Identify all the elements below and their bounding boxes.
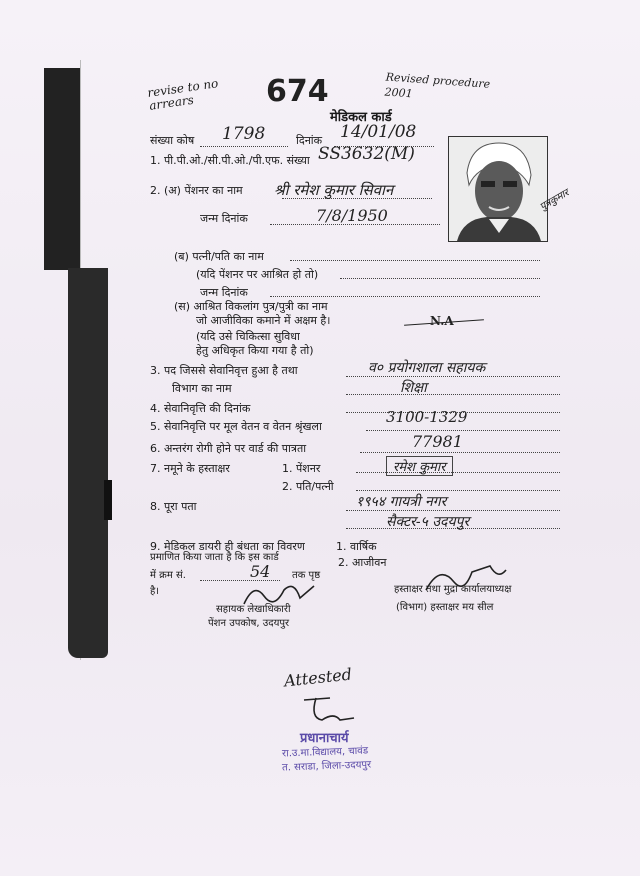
code-label: संख्या कोष	[150, 134, 195, 147]
item9-label: 9. मेडिकल डायरी ही बंधता का विवरण	[150, 540, 305, 553]
left-sign-title: सहायक लेखाधिकारी	[216, 604, 291, 615]
ward-line	[360, 452, 560, 453]
pensioner-photo	[448, 136, 548, 242]
code-value: 1798	[222, 124, 266, 144]
attest-signature	[300, 692, 360, 726]
spouse-birth-line	[270, 296, 540, 297]
cert-line1: प्रमाणित किया जाता है कि इस कार्ड	[150, 552, 279, 563]
principal-stamp-address: त. सराडा, जिला-उदयपुर	[281, 759, 372, 774]
item7-pensioner: 1. पेंशनर	[282, 462, 321, 475]
binding-notch	[104, 480, 112, 520]
form-title: मेडिकल कार्ड	[330, 110, 392, 125]
item4-label: 4. सेवानिवृत्ति की दिनांक	[150, 402, 251, 415]
cert-line2b: तक पृष्ठ	[292, 570, 321, 581]
photo-signature: पुत्रकुमार	[538, 187, 571, 213]
cert-line2: में क्रम सं.	[150, 570, 186, 581]
date-value: 14/01/08	[340, 122, 417, 142]
item3-line2: विभाग का नाम	[172, 382, 232, 395]
diary-serial-value: 54	[250, 562, 271, 581]
item2c-line1: (स) आश्रित विकलांग पुत्र/पुत्री का नाम	[174, 300, 328, 313]
right-sign-seal: (विभाग) हस्ताक्षर मय सील	[396, 602, 494, 613]
last-post-line1: व० प्रयोगशाला सहायक	[368, 360, 486, 376]
spouse-sign-line	[356, 490, 560, 491]
item2b-note: (यदि पेंशनर पर आश्रित हो तो)	[196, 268, 319, 281]
item2b-label: (ब) पत्नी/पति का नाम	[174, 250, 264, 263]
pay-value: 3100-1329	[386, 408, 468, 426]
item6-label: 6. अन्तरंग रोगी होने पर वार्ड की पात्रता	[150, 442, 307, 455]
ward-value: 77981	[412, 432, 463, 451]
pay-line	[366, 430, 560, 431]
dept-line	[346, 394, 560, 395]
file-number: 674	[266, 74, 329, 109]
cert-line3: है।	[150, 586, 160, 597]
top-right-note: Revised procedure 2001	[384, 70, 491, 101]
date-label: दिनांक	[296, 134, 323, 147]
item9-annual: 1. वार्षिक	[336, 540, 377, 553]
binding-strip-bottom	[68, 268, 108, 658]
pensioner-specimen-sign: रमेश कुमार	[386, 456, 453, 476]
item7-spouse: 2. पति/पत्नी	[282, 480, 334, 493]
item1-label: 1. पी.पी.ओ./सी.पी.ओ./पी.एफ. संख्या	[150, 154, 310, 167]
item5-label: 5. सेवानिवृत्ति पर मूल वेतन व वेतन श्रृंखला	[150, 420, 322, 433]
binding-strip-top	[44, 68, 80, 270]
right-sign-title: हस्ताक्षर तथा मुद्रा कार्यालयाध्यक्ष	[394, 584, 512, 595]
birth-label-2: जन्म दिनांक	[200, 286, 248, 299]
address-value-2: सैक्टर-५ उदयपुर	[386, 514, 470, 530]
spouse-line	[290, 260, 540, 261]
ppo-value: SS3632(M)	[318, 144, 415, 164]
portrait-image	[449, 137, 547, 241]
item2a-label: 2. (अ) पेंशनर का नाम	[150, 184, 243, 197]
item2c-line4: हेतु अधिकृत किया गया है तो)	[196, 344, 314, 357]
spouse-line2	[340, 278, 540, 279]
principal-stamp-school: रा.उ.मा.विद्यालय, चावंड	[281, 745, 369, 760]
item8-label: 8. पूरा पता	[150, 500, 197, 513]
birth-value: 7/8/1950	[316, 206, 388, 225]
item3-line1: 3. पद जिससे सेवानिवृत्त हुआ है तथा	[150, 364, 298, 377]
item9-lifetime: 2. आजीवन	[338, 556, 387, 569]
item2c-line2: जो आजीविका कमाने में अक्षम है।	[196, 314, 331, 327]
last-post-line2: शिक्षा	[400, 380, 427, 396]
attested-mark: Attested	[283, 664, 353, 691]
item2c-line3: (यदि उसे चिकित्सा सुविधा	[196, 330, 300, 343]
address-value-1: १९५४ गायत्री नगर	[356, 494, 447, 510]
dependent-na-value: N.A	[430, 314, 454, 328]
top-left-note: revise to no arrears	[146, 76, 220, 114]
pensioner-name-value: श्री रमेश कुमार सिवान	[274, 181, 394, 199]
left-sign-office: पेंशन उपकोष, उदयपुर	[208, 618, 290, 629]
code-line	[200, 146, 288, 147]
birth-label: जन्म दिनांक	[200, 212, 248, 225]
principal-stamp-title: प्रधानाचार्य	[300, 731, 349, 746]
item7-label: 7. नमूने के हस्ताक्षर	[150, 462, 230, 475]
